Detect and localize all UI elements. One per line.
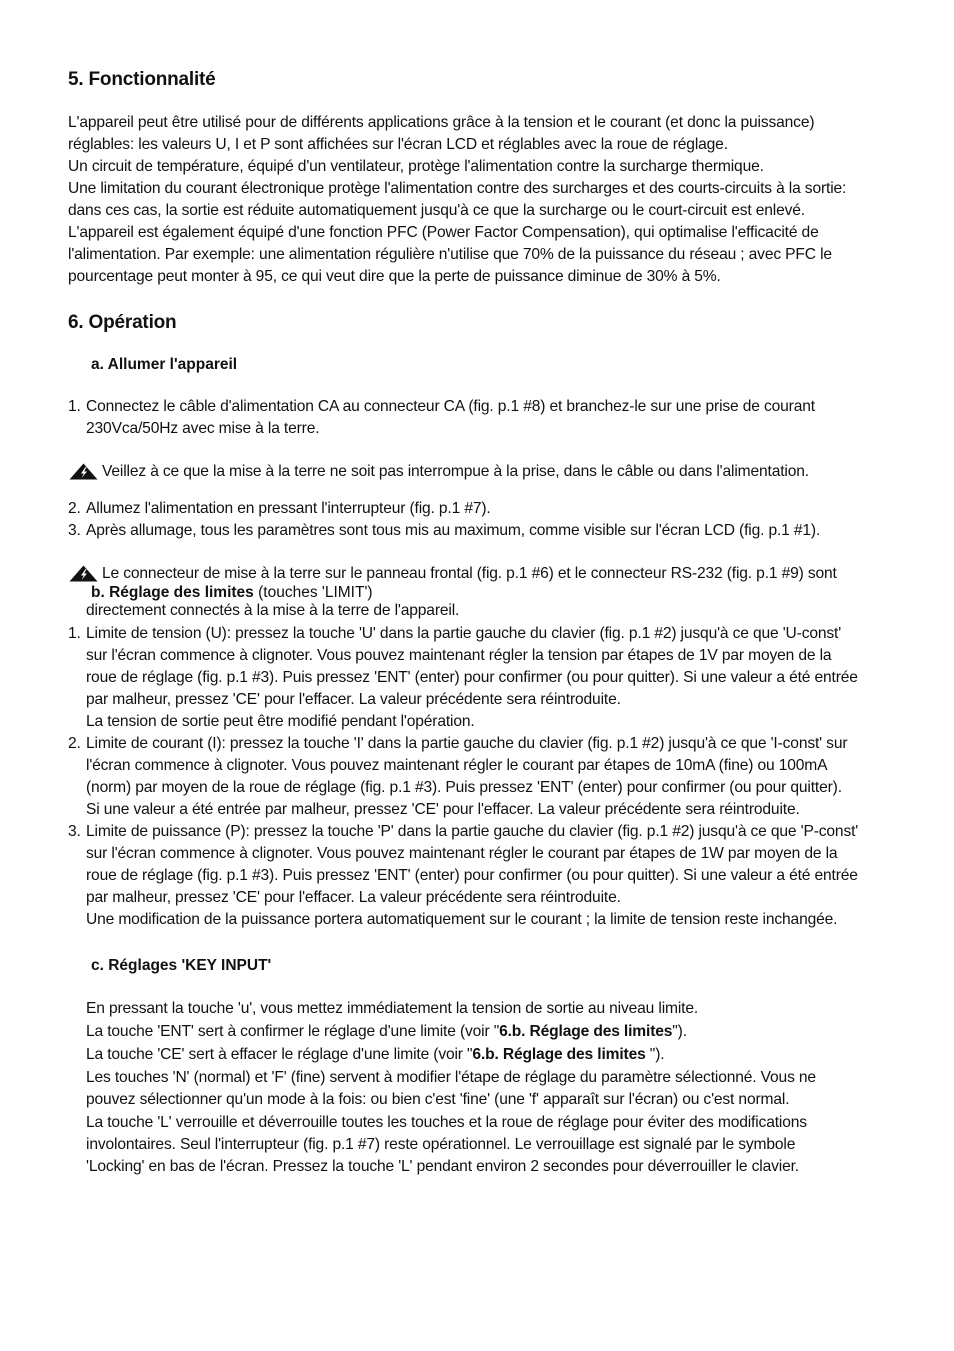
list-number: 1. <box>68 625 81 642</box>
subsection-a-heading: a. Allumer l'appareil <box>91 356 238 373</box>
subsection-b-list <box>68 623 898 931</box>
text-line: involontaires. Seul l'interrupteur (fig. p.1 #7) reste opérationnel. Le verrouillage est signalé par le symbole <box>86 1136 796 1153</box>
text-line: (norm) par moyen de la roue de réglage (fig. p.1 #3). Puis pressez 'ENT' (enter) pour confirmer (ou pour quitter). <box>86 779 842 796</box>
section-6-heading: 6. Opération <box>68 312 177 333</box>
text-line: dans ces cas, la sortie est réduite automatiquement jusqu'à ce que la surcharge ou le court-circuit est enlevé. <box>68 202 805 219</box>
text-line: l'alimentation. Par exemple: une alimentation régulière n'utilise que 70% de la puissance du réseau ; avec PFC le <box>68 246 832 263</box>
section-5-heading: 5. Fonctionnalité <box>68 69 216 90</box>
warning-note <box>68 461 898 483</box>
text-line: La touche 'CE' sert à effacer le réglage d'une limite (voir "6.b. Réglage des limites "). <box>86 1046 665 1063</box>
subsection-b-note: (touches 'LIMIT') <box>258 584 373 601</box>
text-line: l'écran commence à clignoter. Vous pouvez maintenant régler le courant par étapes de 10mA (fine) ou 100mA <box>86 757 828 774</box>
text-line: La touche 'ENT' sert à confirmer le réglage d'une limite (voir "6.b. Réglage des limites"). <box>86 1023 687 1040</box>
text-line: sur l'écran commence à clignoter. Vous pouvez maintenant régler la tension par étapes de 1V par moyen de la <box>86 647 832 664</box>
list-item <box>68 821 898 931</box>
text-line: pouvez sélectionner qu'un mode à la fois: ou bien c'est 'fine' (une 'f' apparaît sur l'écran) ou c'est normal. <box>86 1091 790 1108</box>
text-line: Limite de puissance (P): pressez la touche 'P' dans la partie gauche du clavier (fig. p.1 #2) jusqu'à ce que 'P-const' <box>86 823 859 840</box>
list-item <box>68 623 898 733</box>
text-line: La touche 'L' verrouille et déverrouille toutes les touches et la roue de réglage pour éviter des modifications <box>86 1114 807 1131</box>
text-line: Une modification de la puissance portera automatiquement sur le courant ; la limite de tension reste inchangée. <box>86 911 838 928</box>
list-item <box>68 498 898 520</box>
text-line: roue de réglage (fig. p.1 #3). Puis pressez 'ENT' (enter) pour confirmer (ou pour quitter). Si une valeur a été entrée <box>86 669 858 686</box>
text-line: Allumez l'alimentation en pressant l'interrupteur (fig. p.1 #7). <box>86 500 491 518</box>
subsection-b-title: b. Réglage des limites <box>91 584 254 601</box>
text-line: Les touches 'N' (normal) et 'F' (fine) servent à modifier l'étape de réglage du paramètre sélectionné. Vous ne <box>86 1069 816 1086</box>
text-line: Un circuit de température, équipé d'un ventilateur, protège l'alimentation contre la surcharge thermique. <box>68 158 764 175</box>
list-item <box>68 396 898 440</box>
text-line: Après allumage, tous les paramètres sont tous mis au maximum, comme visible sur l'écran LCD (fig. p.1 #1). <box>86 522 821 540</box>
warning-text: Veillez à ce que la mise à la terre ne soit pas interrompue à la prise, dans le câble ou dans l'alimentation. <box>102 462 809 480</box>
list-item <box>68 520 898 542</box>
text-line: Si une valeur a été entrée par malheur, pressez 'CE' pour l'effacer. La valeur précédente sera réintroduite. <box>86 801 800 818</box>
cross-reference: 6.b. Réglage des limites <box>499 1023 673 1040</box>
list-number: 2. <box>68 500 81 518</box>
text-line: La tension de sortie peut être modifié pendant l'opération. <box>86 713 475 730</box>
warning-triangle-icon <box>69 463 98 480</box>
text-line: 230Vca/50Hz avec mise à la terre. <box>86 420 320 437</box>
subsection-c-heading: c. Réglages 'KEY INPUT' <box>91 957 272 974</box>
list-number: 2. <box>68 735 81 752</box>
text-line: sur l'écran commence à clignoter. Vous pouvez maintenant régler le courant par étapes de 1W par moyen de la <box>86 845 838 862</box>
text-line: roue de réglage (fig. p.1 #3). Puis pressez 'ENT' (enter) pour confirmer (ou pour quitter). Si une valeur a été entrée <box>86 867 858 884</box>
subsection-b-heading <box>91 584 373 602</box>
text-line: 'Locking' en bas de l'écran. Pressez la touche 'L' pendant environ 2 secondes pour déverrouiller le clavier. <box>86 1158 799 1175</box>
warning-triangle-icon <box>69 565 98 582</box>
text-line: L'appareil est également équipé d'une fonction PFC (Power Factor Compensation), qui optimalise l'efficacité de <box>68 224 819 241</box>
text-line: Une limitation du courant électronique protège l'alimentation contre des surcharges et des courts-circuits à la sortie: <box>68 180 847 197</box>
cross-reference: 6.b. Réglage des limites <box>472 1046 646 1063</box>
text-line: Limite de tension (U): pressez la touche 'U' dans la partie gauche du clavier (fig. p.1 #2) jusqu'à ce que 'U-const' <box>86 625 842 642</box>
list-number: 3. <box>68 823 81 840</box>
subsection-c-body <box>86 998 898 1178</box>
text-line: Connectez le câble d'alimentation CA au connecteur CA (fig. p.1 #8) et branchez-le sur une prise de courant <box>86 398 815 415</box>
list-number: 1. <box>68 398 81 415</box>
list-item <box>68 733 898 821</box>
text-line: L'appareil peut être utilisé pour de différents applications grâce à la tension et le courant (et donc la puissance) <box>68 114 815 131</box>
section-5-body <box>68 112 898 288</box>
text-line: par malheur, pressez 'CE' pour l'effacer. La valeur précédente sera réintroduite. <box>86 691 621 708</box>
list-number: 3. <box>68 522 81 540</box>
warning-text: Le connecteur de mise à la terre sur le panneau frontal (fig. p.1 #6) et le connecteur RS-232 (fig. p.1 #9) sont <box>102 564 837 582</box>
text-line: par malheur, pressez 'CE' pour l'effacer. La valeur précédente sera réintroduite. <box>86 889 621 906</box>
text-line: pourcentage peut monter à 95, ce qui veut dire que la perte de puissance diminue de 30% à 5%. <box>68 268 721 285</box>
text-line: réglables: les valeurs U, I et P sont affichées sur l'écran LCD et réglables avec la roue de réglage. <box>68 136 728 153</box>
text-line: En pressant la touche 'u', vous mettez immédiatement la tension de sortie au niveau limite. <box>86 1000 699 1017</box>
warning-text: directement connectés à la mise à la terre de l'appareil. <box>86 602 460 620</box>
text-line: Limite de courant (I): pressez la touche 'I' dans la partie gauche du clavier (fig. p.1 #2) jusqu'à ce que 'I-const' sur <box>86 735 848 752</box>
